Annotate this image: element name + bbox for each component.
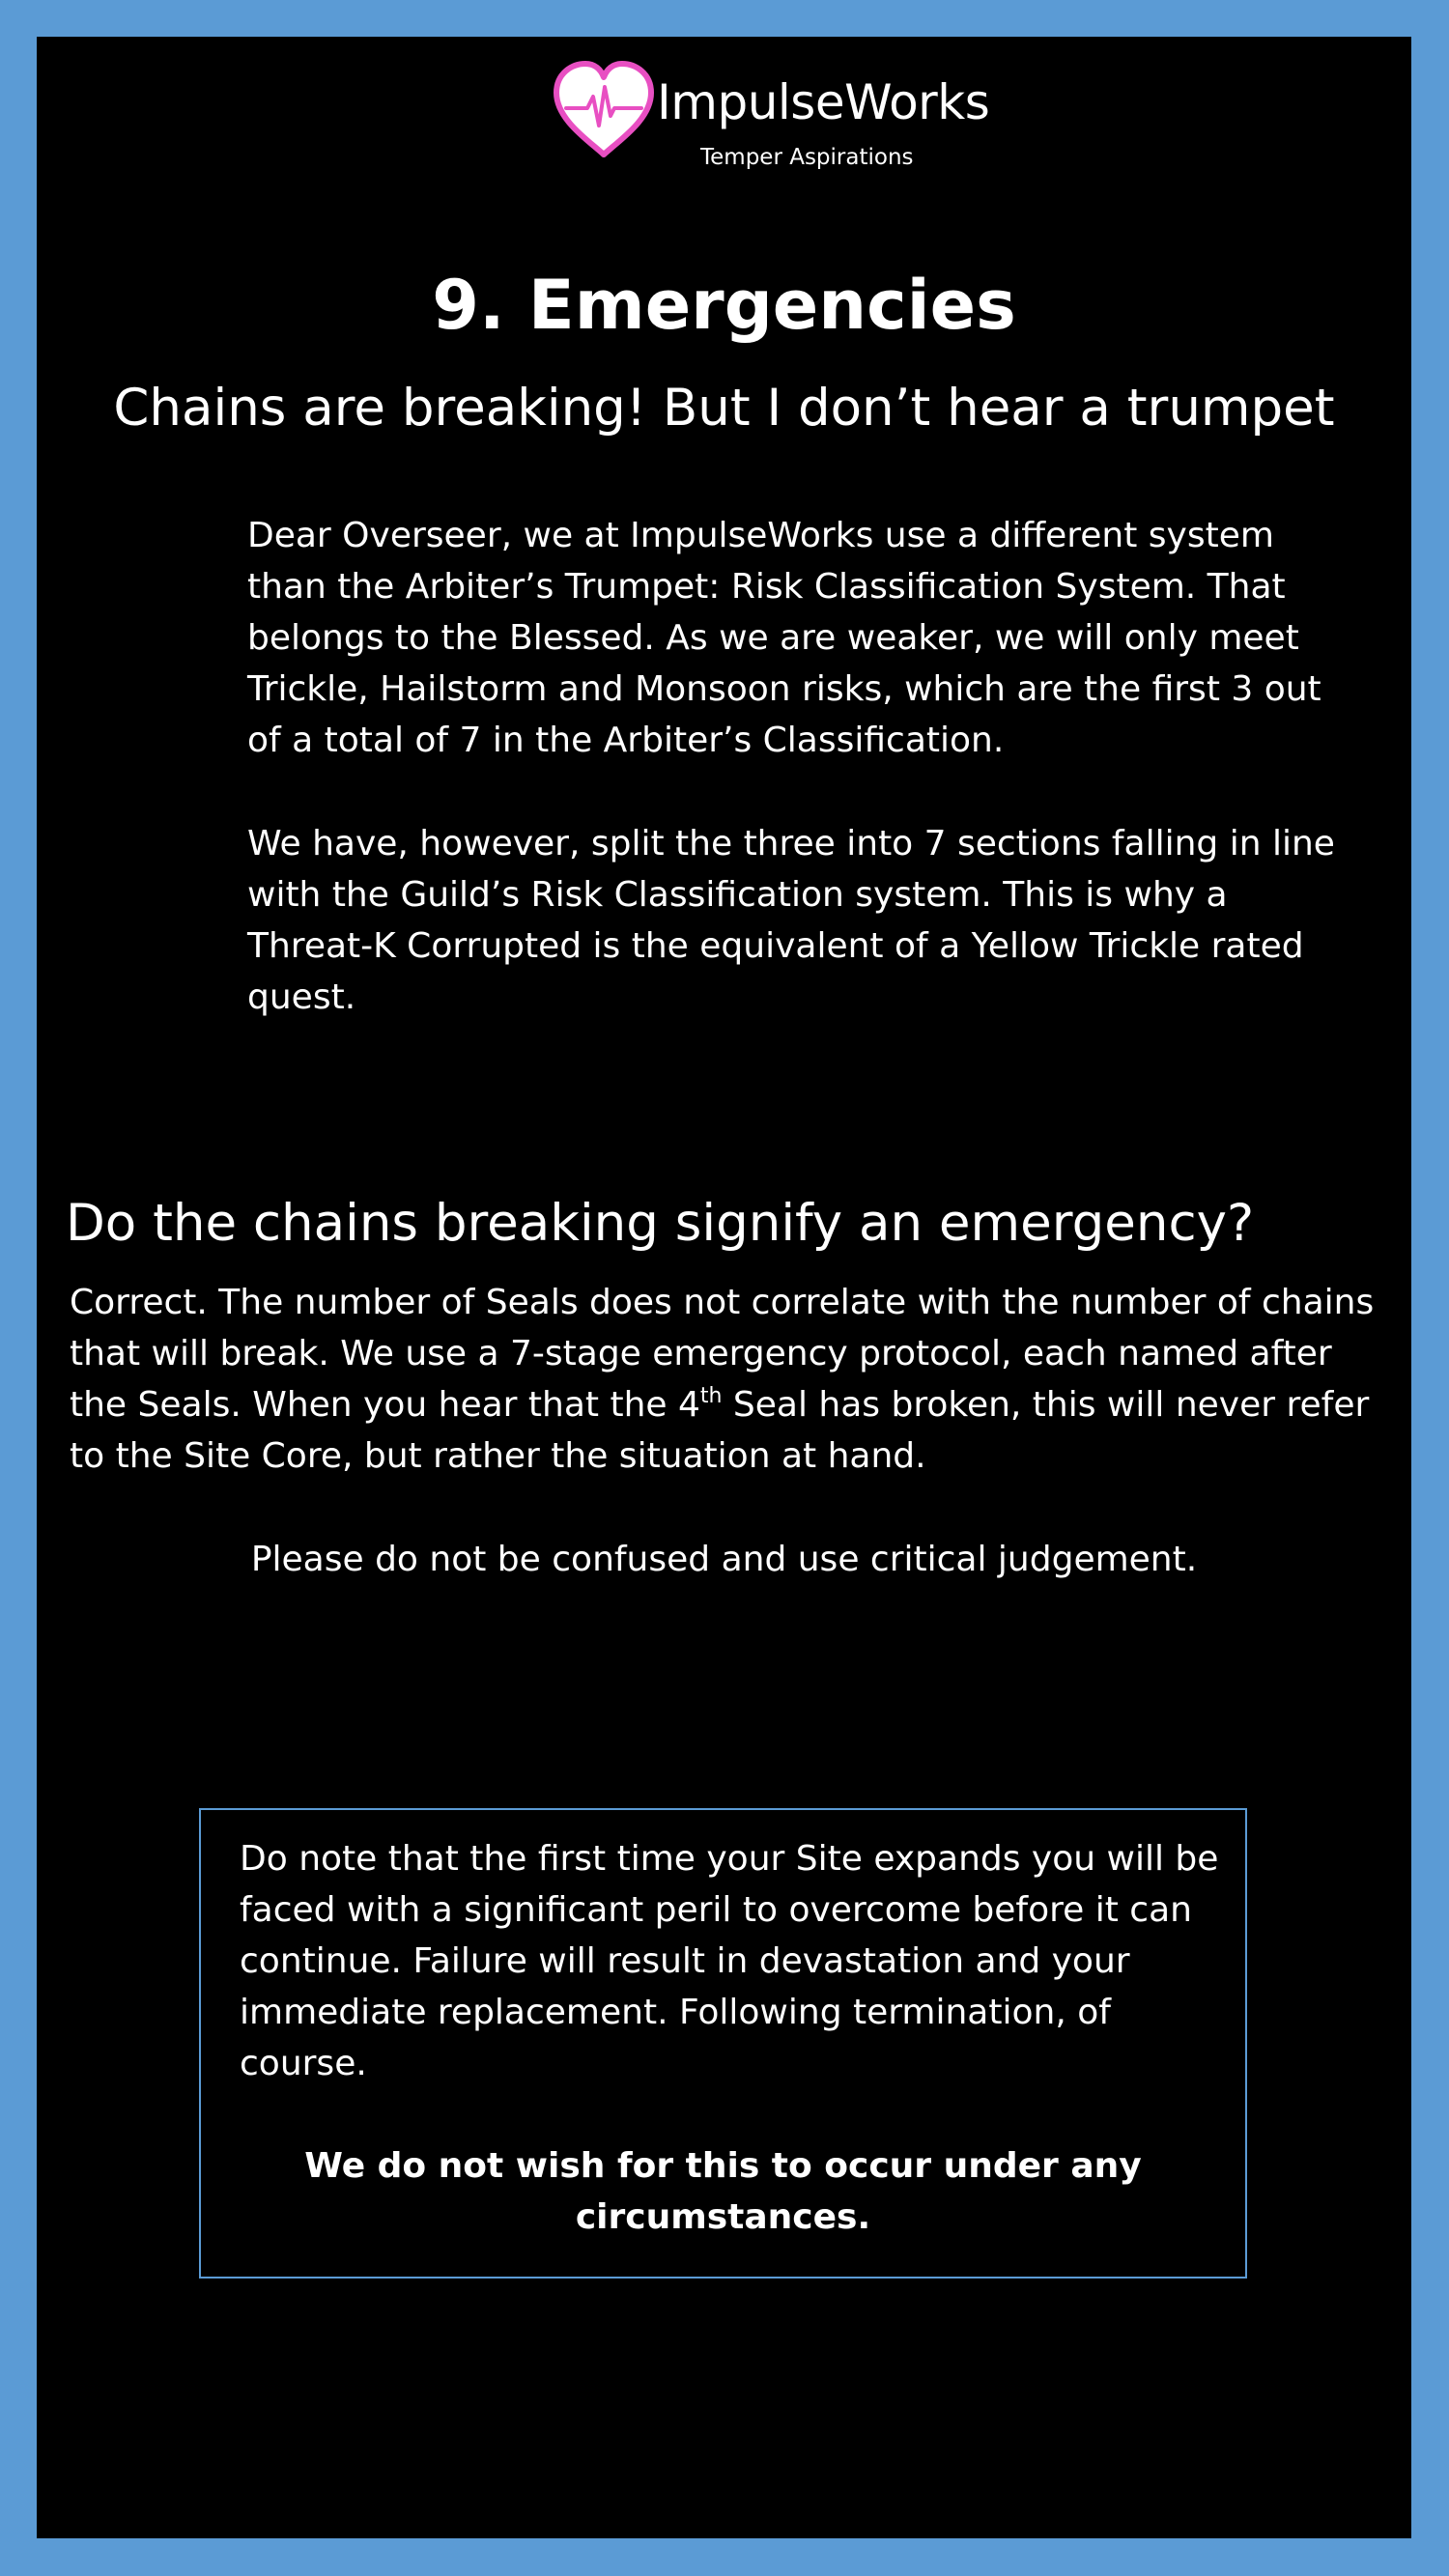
page-frame: [37, 37, 1411, 2538]
brand-name: ImpulseWorks: [657, 74, 990, 130]
warning-emphasis: [201, 2140, 1245, 2243]
warning-box: [199, 1808, 1247, 2279]
brand-tagline: Temper Aspirations: [700, 145, 914, 170]
intro-paragraph: We have, however, split the three into 7 sections falling in line with the Guild’s Risk Classification system. This is why a Threat-K Corrupted is the equivalent of a Yellow Trickle rated quest.: [247, 824, 1335, 1017]
section-heading: Do the chains breaking signify an emergency?: [66, 1194, 1255, 1253]
answer-text: Correct. The number of Seals does not correlate with the number of chains that will break. We use a 7-stage emergency protocol, each named after the Seals. When you hear that the 4: [70, 1283, 1375, 1425]
intro-text: [247, 510, 1339, 1075]
page-title: 9. Emergencies: [432, 266, 1016, 345]
warning-emphasis-line: circumstances.: [575, 2197, 871, 2237]
judgement-note: Please do not be confused and use critical judgement.: [250, 1540, 1198, 1579]
brand-logo: [551, 58, 995, 174]
warning-emphasis-line: We do not wish for this to occur under any: [304, 2146, 1142, 2186]
intro-paragraph: Dear Overseer, we at ImpulseWorks use a different system than the Arbiter’s Trumpet: Risk Classification System. That belongs to the Blessed. As we are weaker, we will only meet Trickle, Hailstorm and Monsoon risks, which are the first 3 out of a total of 7 in the Arbiter’s Classification.: [247, 516, 1321, 760]
heartbeat-heart-icon: [551, 58, 657, 164]
answer-text-continued: Seal has broken, this will never refer to the Site Core, but rather the situation at hand.: [70, 1385, 1370, 1476]
page-subtitle: Chains are breaking! But I don’t hear a trumpet: [113, 379, 1335, 438]
ordinal-suffix: th: [699, 1384, 723, 1408]
warning-text: Do note that the first time your Site expands you will be faced with a significant peril to overcome before it can continue. Failure will result in devastation and your immediate replacement. Following termination, of course.: [240, 1839, 1219, 2083]
section-answer: [70, 1277, 1393, 1482]
